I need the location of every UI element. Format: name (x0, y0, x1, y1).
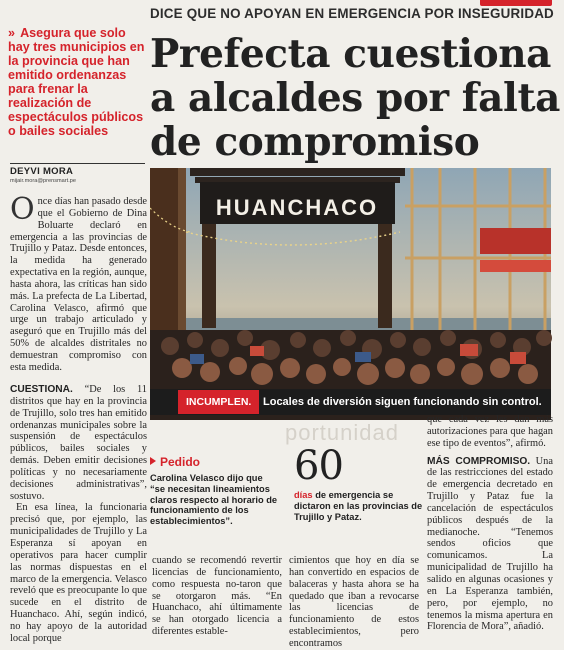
headline: Prefecta cuestiona a alcaldes por falta de compromiso (150, 31, 560, 165)
body-p2b-text: En esa línea, la funcionaria precisó que, por ejemplo, las municipalidades de Trujillo y La Esperanza sí apoyan en operativos para hacer cumplir las normas dispuestas en el marco de la emergencia. Velasco reveló que es preocupante lo que sucede en el distrito de Huanchaco. Ahí, según indicó, no hay apoyo de la autoridad local porque (10, 502, 147, 644)
dropcap: O (10, 192, 35, 227)
huanchaco-crowd-photo (150, 168, 551, 420)
caption-text: Locales de diversión siguen funcionando sin control. (263, 396, 542, 408)
stat-text (294, 490, 424, 522)
subhead-mas-compromiso: MÁS COMPROMISO. (427, 455, 531, 467)
pedido-arrow-icon (150, 457, 156, 465)
body-paragraph-3: cuando se recomendó revertir licencias de funcionamiento, como respuesta no-taron que se otorgaron más. “En Huanchaco, ahí últimamente se han otorgado licencia a diferentes estable- (152, 555, 282, 638)
byline-email: mijair.mora@prensmart.pe (10, 178, 76, 184)
deck-bullet-icon: » (8, 26, 16, 40)
stat-box (294, 443, 424, 522)
pedido-box (150, 455, 280, 527)
background-ghost-text: portunidad (285, 420, 399, 445)
body-p2a-text: “De los 11 distritos que hay en la provincia de Trujillo, solo tres han emitido ordenanzas municipales sobre la suspensión de espectáculos públicos, bailes sociales y demás. Deben emitir decisiones políticas y no necesariamente decisiones administrativas”, sostuvo. (10, 384, 147, 502)
pedido-label-text: Pedido (160, 455, 201, 469)
body-p5a-text: que cada vez les dan más autorizaciones para que hagan ese tipo de eventos”, afirmó. (427, 414, 553, 449)
pedido-text: Carolina Velasco dijo que “se necesitan lineamientos claros respecto al horario de funcionamiento de los establecimientos”. (150, 473, 278, 527)
body-p5b-block (427, 456, 553, 634)
byline-name: DEYVI MORA (10, 166, 74, 177)
subhead-cuestiona: CUESTIONA. (10, 384, 73, 395)
deck (8, 26, 148, 138)
photo-caption (150, 389, 551, 415)
stat-number: 60 (294, 443, 343, 489)
byline (10, 163, 145, 184)
body-paragraph-2 (10, 384, 147, 645)
stat-description: de emergencia se dictaron en las provincias de Trujillo y Pataz. (294, 490, 423, 522)
caption-tag: INCUMPLEN. (178, 390, 259, 414)
deck-text: Asegura que solo hay tres municipios en la provincia que han emitido ordenanzas para frenar la realización de espectáculos públicos o bailes sociales (8, 26, 145, 138)
kicker: DICE QUE NO APOYAN EN EMERGENCIA POR INSEGURIDAD (150, 6, 554, 21)
body-p5b-text: Una de las restricciones del estado de emergencia decretado en Trujillo y Pataz fue la cancelación de espectáculos públicos después de la medianoche. “Tenemos sendos oficios que comunicamos. La municipalidad de Trujillo ha salido en algunas ocasiones y en La Esperanza también, pero, por ejemplo, no tenemos la misma apertura en Florencia de Mora”, añadió. (427, 455, 553, 633)
body-paragraph-5 (427, 414, 553, 633)
stat-highlight: días (294, 490, 313, 500)
photo (150, 168, 551, 420)
pedido-label (150, 455, 280, 469)
photo-sign-text: HUANCHACO (215, 195, 379, 220)
body-paragraph-4: cimientos que hoy en día se han convertido en espacios de balaceras y hasta ahora se ha quedado que iban a revocarse las licencias de funcionamiento de estos establecimientos, pero encontramos (289, 555, 419, 649)
body-p1-text: nce días han pasado desde que el Gobierno de Dina Boluarte declaró en emergencia a las provincias de Trujillo y Pataz. Desde entonces, la medida ha generado expectativa en la región, aunque, hasta ahora, las críticas han sido más. La prefecta de La Libertad, Carolina Velasco, afirmó que urge un trabajo articulado y aseguró que en Trujillo más del 50% de alcaldes distritales no demuestran compromiso con esta medida. (10, 196, 147, 373)
body-paragraph-1 (10, 192, 147, 374)
